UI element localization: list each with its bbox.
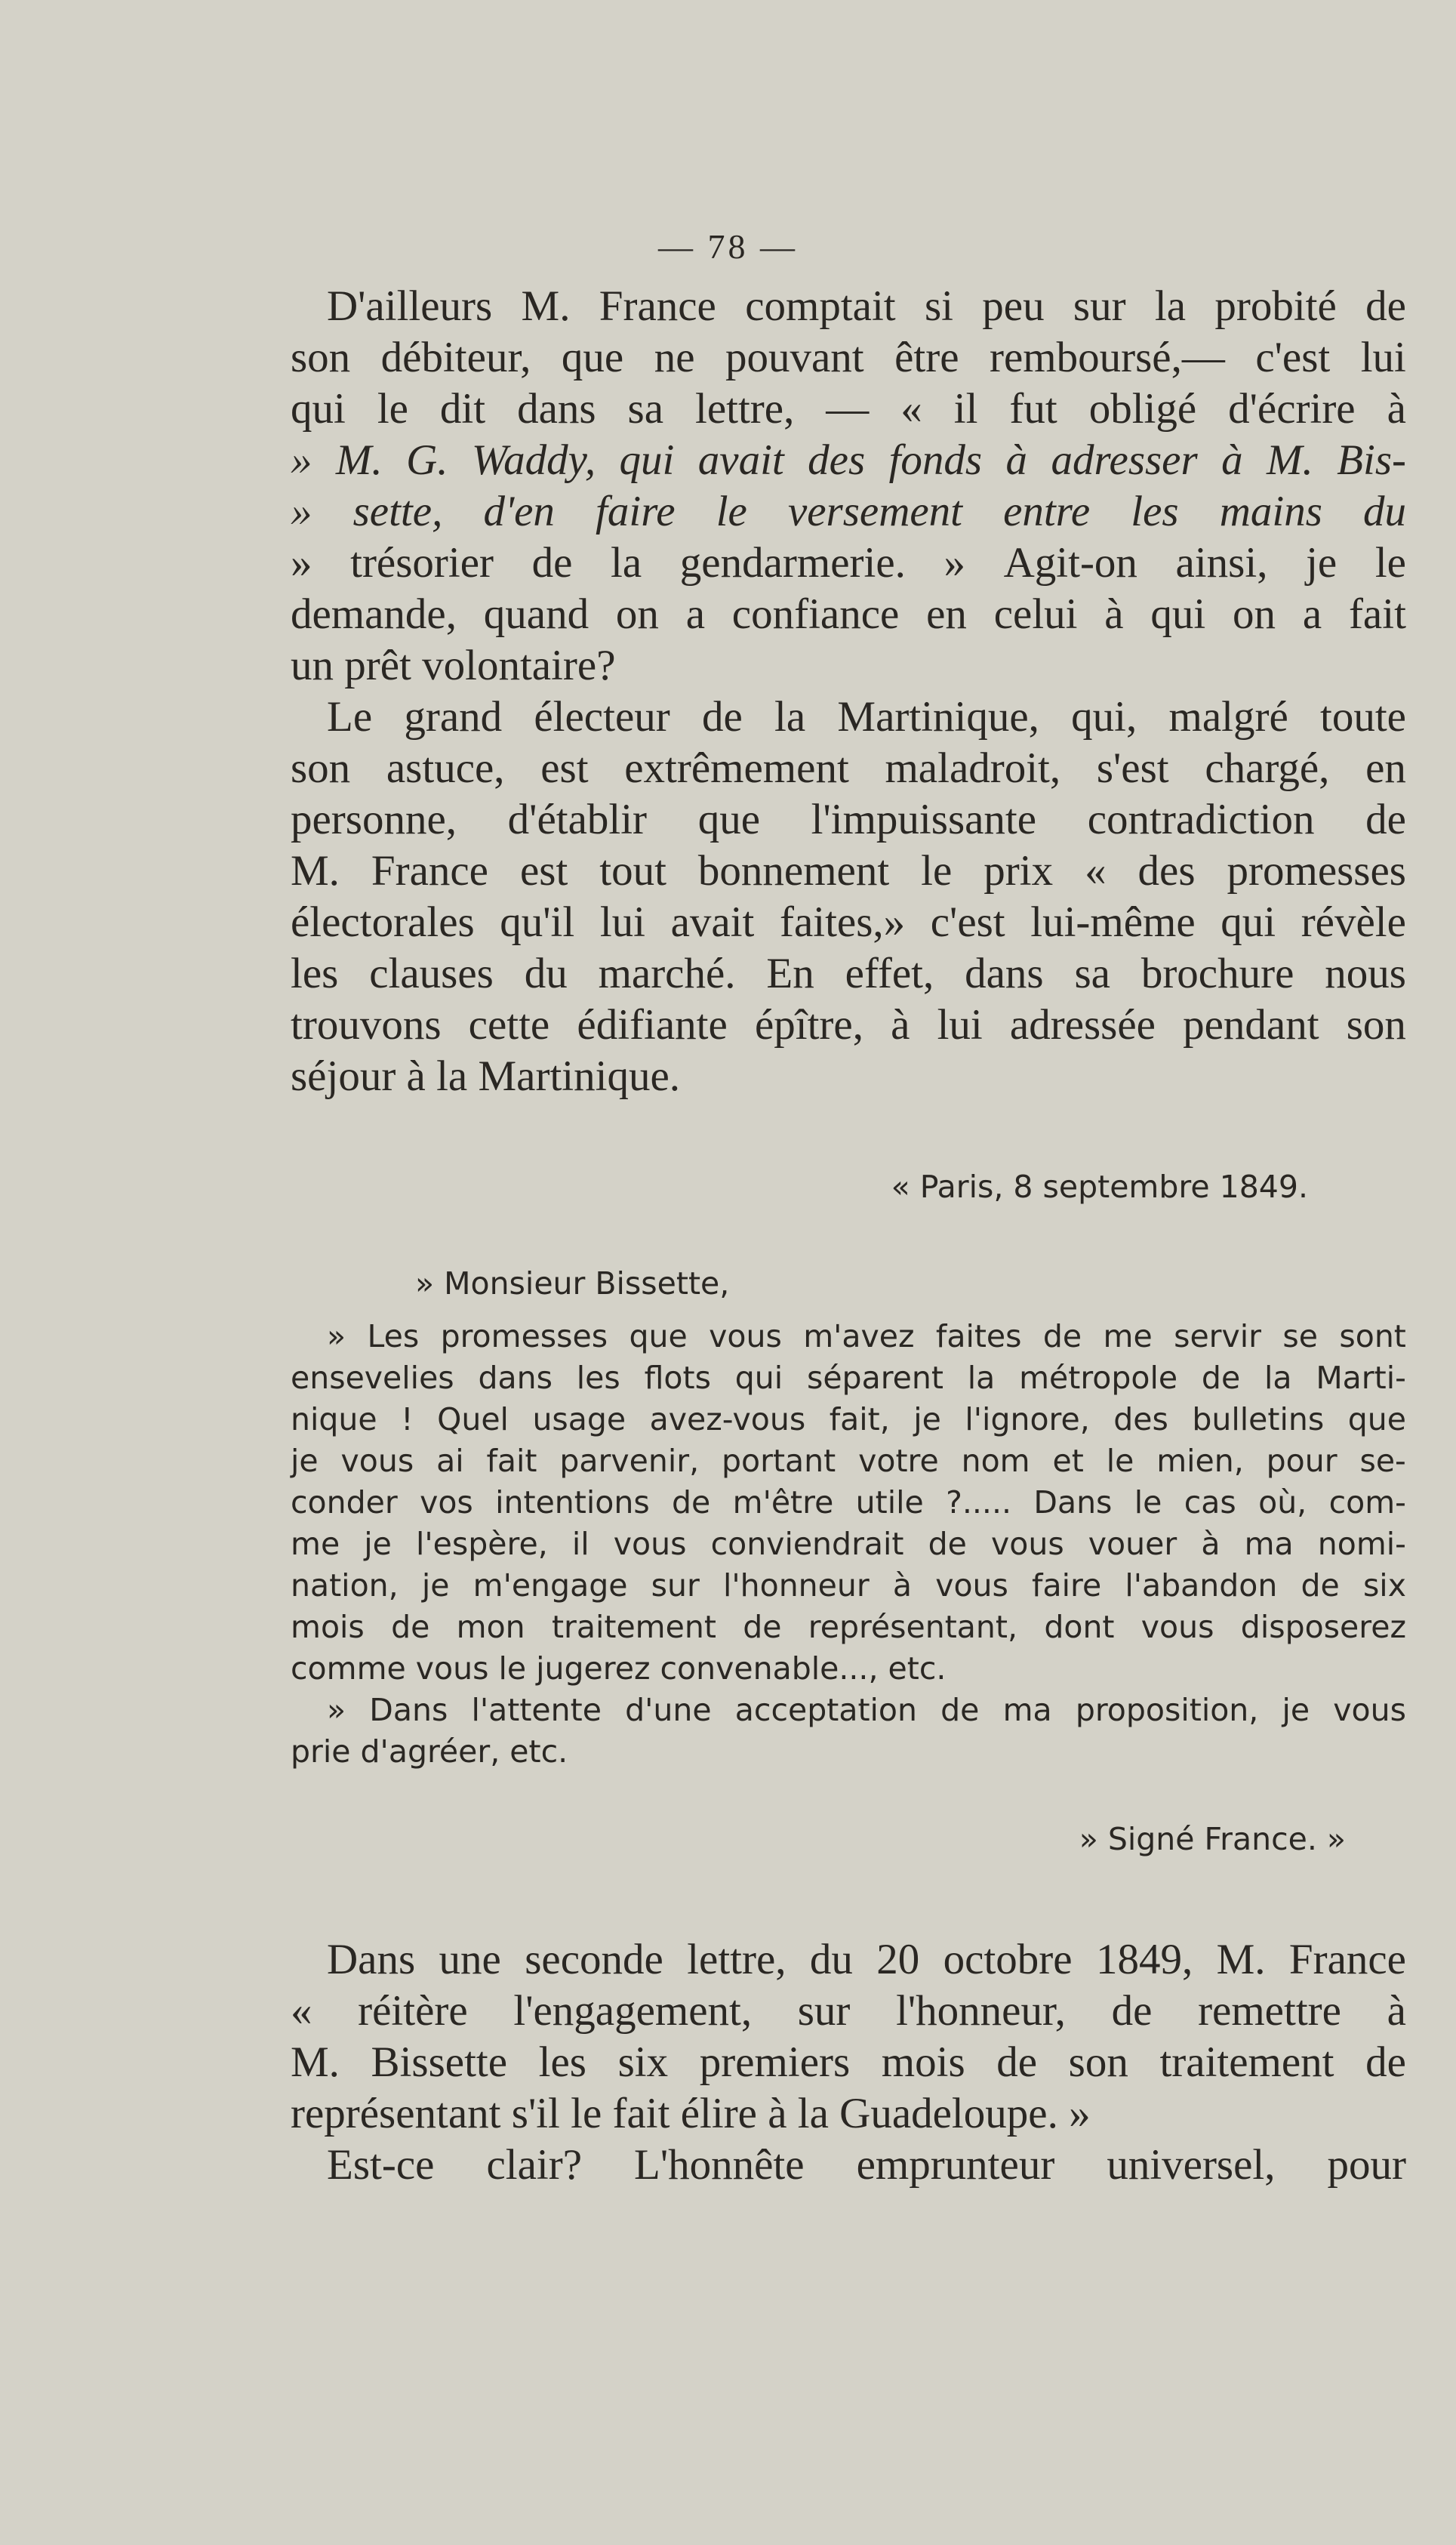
letter-line: comme vous le jugerez convenable..., etc.	[291, 1650, 947, 1687]
text-line: personne, d'établir que l'impuissante contradiction de	[291, 796, 1406, 843]
letter-line: me je l'espère, il vous conviendrait de vous vouer à ma nomi-	[291, 1526, 1406, 1562]
paragraph-1	[291, 282, 1406, 692]
letter-line: conder vos intentions de m'être utile ?..... Dans le cas où, com-	[291, 1484, 1406, 1521]
text-line: » sette, d'en faire le versement entre les mains du	[291, 488, 1406, 535]
letter-salutation-block	[291, 1265, 1406, 1307]
letter-salutation: » Monsieur Bissette,	[415, 1265, 730, 1302]
letter-line: je vous ai fait parvenir, portant votre nom et le mien, pour se-	[291, 1443, 1406, 1479]
text-line: Le grand électeur de la Martinique, qui, malgré toute	[327, 693, 1406, 741]
text-line: qui le dit dans sa lettre, — « il fut obligé d'écrire à	[291, 385, 1406, 433]
paragraph-2	[291, 692, 1406, 1103]
letter-line: nation, je m'engage sur l'honneur à vous faire l'abandon de six	[291, 1567, 1406, 1604]
letter-line: prie d'agréer, etc.	[291, 1733, 568, 1770]
text-line: Dans une seconde lettre, du 20 octobre 1849, M. France	[327, 1936, 1406, 1983]
text-line: Est-ce clair? L'honnête emprunteur universel, pour	[327, 2141, 1406, 2189]
text-line: trouvons cette édifiante épître, à lui adressée pendant son	[291, 1001, 1406, 1049]
letter-body	[291, 1318, 1406, 1775]
text-line: » M. G. Waddy, qui avait des fonds à adresser à M. Bis-	[291, 436, 1406, 484]
text-line: représentant s'il le fait élire à la Guadeloupe. »	[291, 2090, 1091, 2137]
letter-signature: » Signé France. »	[1079, 1821, 1346, 1857]
text-line: les clauses du marché. En effet, dans sa brochure nous	[291, 950, 1406, 997]
text-line: M. Bissette les six premiers mois de son traitement de	[291, 2038, 1406, 2086]
text-line: demande, quand on a confiance en celui à qui on a fait	[291, 590, 1406, 638]
text-line: son astuce, est extrêmement maladroit, s'est chargé, en	[291, 744, 1406, 792]
letter-signature-block	[291, 1821, 1406, 1863]
letter-line: » Dans l'attente d'une acceptation de ma proposition, je vous	[327, 1692, 1406, 1728]
paragraph-3	[291, 1935, 1406, 2192]
text-line: » trésorier de la gendarmerie. » Agit-on ainsi, je le	[291, 539, 1406, 587]
text-line: M. France est tout bonnement le prix « des promesses	[291, 847, 1406, 895]
letter-line: » Les promesses que vous m'avez faites de me servir se sont	[327, 1318, 1406, 1354]
letter-dateline: « Paris, 8 septembre 1849.	[891, 1169, 1308, 1205]
text-line: « réitère l'engagement, sur l'honneur, de remettre à	[291, 1987, 1406, 2035]
letter-line: mois de mon traitement de représentant, dont vous disposerez	[291, 1609, 1406, 1645]
letter-dateline-block	[291, 1169, 1406, 1210]
text-line: électorales qu'il lui avait faites,» c'est lui-même qui révèle	[291, 898, 1406, 946]
text-line: séjour à la Martinique.	[291, 1052, 681, 1100]
text-line: son débiteur, que ne pouvant être remboursé,— c'est lui	[291, 334, 1406, 381]
page-number: — 78 —	[658, 227, 798, 266]
letter-line: ensevelies dans les flots qui séparent la métropole de la Marti-	[291, 1360, 1406, 1396]
text-line: D'ailleurs M. France comptait si peu sur la probité de	[327, 282, 1406, 330]
letter-line: nique ! Quel usage avez-vous fait, je l'ignore, des bulletins que	[291, 1401, 1406, 1437]
text-line: un prêt volontaire?	[291, 642, 616, 689]
